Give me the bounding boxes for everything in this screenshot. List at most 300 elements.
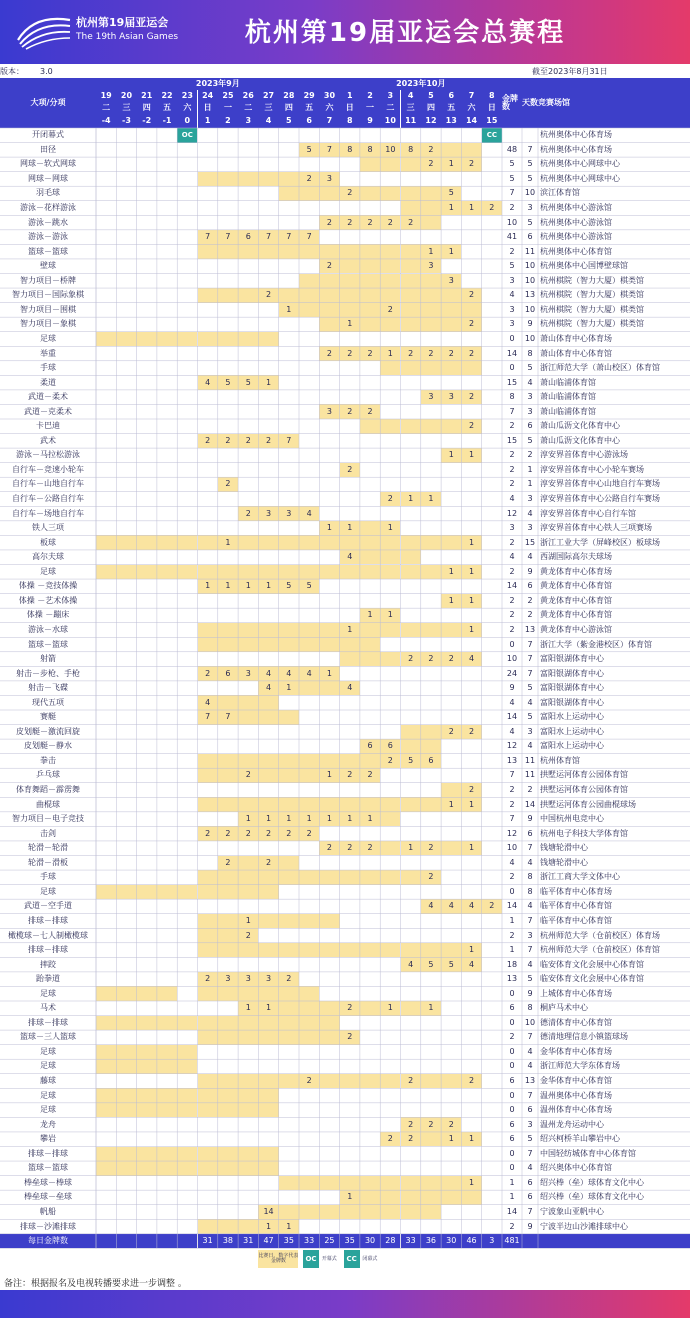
daily-total: 36 bbox=[421, 1234, 441, 1249]
schedule-cell bbox=[96, 143, 116, 158]
schedule-cell bbox=[198, 274, 218, 289]
schedule-cell bbox=[360, 361, 380, 376]
schedule-cell bbox=[340, 1103, 360, 1118]
schedule-cell bbox=[238, 521, 258, 536]
schedule-cell bbox=[340, 579, 360, 594]
schedule-cell: 4 bbox=[441, 899, 461, 914]
schedule-cell bbox=[401, 259, 421, 274]
schedule-cell bbox=[441, 1045, 461, 1060]
event-label: 轮滑－滑板 bbox=[28, 857, 68, 867]
date-cell: 24 bbox=[198, 90, 218, 102]
schedule-cell bbox=[157, 1016, 177, 1031]
schedule-cell bbox=[177, 1117, 197, 1132]
schedule-cell: 6 bbox=[218, 666, 238, 681]
schedule-cell bbox=[421, 303, 441, 318]
medal-count: 14 bbox=[506, 1206, 518, 1216]
schedule-cell bbox=[218, 1103, 238, 1118]
schedule-cell bbox=[116, 550, 136, 565]
event-label: 体操 －蹦床 bbox=[26, 610, 70, 620]
medal-count: 12 bbox=[506, 508, 518, 518]
daily-total: 25 bbox=[319, 1234, 339, 1249]
event-label: 排球－沙滩排球 bbox=[20, 1221, 76, 1231]
schedule-cell: 1 bbox=[279, 812, 299, 827]
weekday-cell: 三 bbox=[258, 102, 278, 114]
schedule-cell bbox=[401, 434, 421, 449]
schedule-cell bbox=[258, 594, 278, 609]
schedule-cell bbox=[461, 1088, 481, 1103]
schedule-cell bbox=[177, 826, 197, 841]
schedule-cell bbox=[96, 317, 116, 332]
schedule-cell bbox=[360, 274, 380, 289]
medal-count: 0 bbox=[509, 1090, 515, 1100]
schedule-cell: 5 bbox=[218, 375, 238, 390]
medal-count: 0 bbox=[509, 333, 515, 343]
schedule-cell: 2 bbox=[421, 157, 441, 172]
medal-count: 13 bbox=[506, 755, 518, 765]
medal-count: 4 bbox=[509, 552, 515, 562]
schedule-cell bbox=[482, 1103, 502, 1118]
schedule-cell bbox=[218, 463, 238, 478]
schedule-cell bbox=[482, 303, 502, 318]
day-count: 8 bbox=[527, 348, 533, 358]
schedule-cell bbox=[360, 666, 380, 681]
schedule-cell bbox=[340, 1059, 360, 1074]
schedule-cell bbox=[441, 1088, 461, 1103]
schedule-cell bbox=[360, 186, 380, 201]
schedule-cell bbox=[96, 739, 116, 754]
schedule-cell bbox=[198, 521, 218, 536]
schedule-cell bbox=[116, 521, 136, 536]
schedule-cell bbox=[137, 274, 157, 289]
schedule-cell bbox=[218, 768, 238, 783]
schedule-cell: 1 bbox=[319, 768, 339, 783]
schedule-cell bbox=[279, 346, 299, 361]
schedule-cell bbox=[441, 768, 461, 783]
schedule-cell: 3 bbox=[319, 404, 339, 419]
schedule-cell bbox=[401, 404, 421, 419]
medal-count: 2 bbox=[509, 1032, 515, 1042]
event-label: 体操 －竞技体操 bbox=[18, 581, 78, 591]
schedule-cell bbox=[96, 608, 116, 623]
venue-name: 绍兴棒（垒）球体育文化中心 bbox=[540, 1177, 644, 1187]
schedule-cell bbox=[116, 506, 136, 521]
schedule-cell bbox=[299, 943, 319, 958]
schedule-cell bbox=[137, 623, 157, 638]
schedule-cell: 6 bbox=[380, 739, 400, 754]
schedule-cell bbox=[279, 172, 299, 187]
schedule-cell bbox=[116, 914, 136, 929]
schedule-cell bbox=[441, 972, 461, 987]
schedule-cell bbox=[340, 797, 360, 812]
schedule-cell: 1 bbox=[279, 303, 299, 318]
schedule-cell bbox=[177, 928, 197, 943]
schedule-cell bbox=[319, 1147, 339, 1162]
schedule-cell bbox=[279, 1088, 299, 1103]
schedule-cell bbox=[360, 506, 380, 521]
schedule-cell bbox=[157, 666, 177, 681]
schedule-cell bbox=[482, 390, 502, 405]
day-count: 3 bbox=[527, 930, 533, 940]
schedule-cell bbox=[218, 1117, 238, 1132]
page-title: 杭州第19届亚运会总赛程 bbox=[244, 18, 566, 48]
schedule-cell bbox=[482, 1045, 502, 1060]
schedule-cell bbox=[360, 943, 380, 958]
schedule-cell bbox=[258, 652, 278, 667]
medal-count: 3 bbox=[509, 275, 515, 285]
schedule-cell: 2 bbox=[218, 856, 238, 871]
schedule-cell bbox=[198, 812, 218, 827]
schedule-cell bbox=[96, 1147, 116, 1162]
schedule-cell: 2 bbox=[319, 259, 339, 274]
schedule-cell bbox=[299, 1205, 319, 1220]
schedule-cell bbox=[299, 274, 319, 289]
schedule-cell bbox=[258, 1088, 278, 1103]
schedule-cell bbox=[360, 434, 380, 449]
schedule-cell bbox=[238, 652, 258, 667]
schedule-cell: 1 bbox=[461, 1176, 481, 1191]
schedule-cell bbox=[340, 1219, 360, 1234]
weekday-cell: 日 bbox=[482, 102, 502, 114]
schedule-cell bbox=[482, 928, 502, 943]
schedule-cell bbox=[299, 434, 319, 449]
schedule-cell bbox=[198, 317, 218, 332]
day-count: 10 bbox=[524, 1017, 536, 1027]
event-label: 足球 bbox=[40, 1061, 56, 1071]
schedule-cell bbox=[401, 681, 421, 696]
schedule-cell bbox=[441, 710, 461, 725]
event-label: 游泳－跳水 bbox=[28, 217, 68, 227]
day-count: 5 bbox=[527, 712, 533, 722]
schedule-cell: 2 bbox=[380, 754, 400, 769]
schedule-cell bbox=[177, 463, 197, 478]
schedule-cell bbox=[380, 274, 400, 289]
schedule-cell bbox=[299, 1001, 319, 1016]
schedule-cell bbox=[441, 986, 461, 1001]
schedule-cell bbox=[96, 885, 116, 900]
schedule-cell bbox=[421, 856, 441, 871]
schedule-cell bbox=[96, 1190, 116, 1205]
schedule-cell bbox=[137, 1001, 157, 1016]
schedule-cell bbox=[238, 215, 258, 230]
schedule-cell bbox=[360, 1219, 380, 1234]
schedule-cell: 5 bbox=[401, 754, 421, 769]
schedule-cell bbox=[238, 594, 258, 609]
schedule-cell bbox=[482, 419, 502, 434]
schedule-cell bbox=[441, 361, 461, 376]
event-label: 棒垒球－垒球 bbox=[24, 1192, 72, 1202]
blank-cell bbox=[538, 1234, 690, 1249]
schedule-cell bbox=[157, 332, 177, 347]
schedule-cell bbox=[421, 768, 441, 783]
medal-count: 1 bbox=[509, 915, 515, 925]
schedule-cell bbox=[319, 477, 339, 492]
schedule-cell bbox=[198, 332, 218, 347]
schedule-cell bbox=[198, 1161, 218, 1176]
schedule-cell bbox=[421, 681, 441, 696]
schedule-cell bbox=[96, 652, 116, 667]
venue-name: 西湖国际高尔夫球场 bbox=[540, 552, 612, 562]
schedule-cell bbox=[238, 143, 258, 158]
schedule-cell bbox=[177, 434, 197, 449]
schedule-cell bbox=[401, 550, 421, 565]
day-number-cell: -2 bbox=[137, 114, 157, 128]
schedule-cell bbox=[198, 594, 218, 609]
schedule-cell bbox=[319, 1045, 339, 1060]
event-label: 自行车－场地自行车 bbox=[12, 508, 84, 518]
schedule-cell bbox=[299, 637, 319, 652]
schedule-cell bbox=[116, 317, 136, 332]
venue-name: 萧山体育中心体育场 bbox=[540, 333, 612, 343]
schedule-cell bbox=[279, 797, 299, 812]
medal-count: 0 bbox=[509, 886, 515, 896]
venue-name: 绍兴棒（垒）球体育文化中心 bbox=[540, 1192, 644, 1202]
schedule-cell bbox=[137, 710, 157, 725]
schedule-cell: 8 bbox=[360, 143, 380, 158]
date-cell: 23 bbox=[177, 90, 197, 102]
schedule-cell bbox=[137, 928, 157, 943]
schedule-cell bbox=[461, 1103, 481, 1118]
schedule-cell bbox=[258, 535, 278, 550]
day-count: 7 bbox=[527, 668, 533, 678]
schedule-cell bbox=[401, 986, 421, 1001]
schedule-cell bbox=[380, 550, 400, 565]
schedule-cell bbox=[299, 390, 319, 405]
day-count: 14 bbox=[524, 799, 536, 809]
schedule-cell bbox=[157, 1088, 177, 1103]
date-cell: 26 bbox=[238, 90, 258, 102]
schedule-cell bbox=[157, 1001, 177, 1016]
schedule-cell bbox=[137, 390, 157, 405]
schedule-cell bbox=[319, 725, 339, 740]
weekday-cell: 日 bbox=[198, 102, 218, 114]
schedule-cell bbox=[157, 986, 177, 1001]
schedule-cell bbox=[340, 594, 360, 609]
schedule-cell bbox=[380, 623, 400, 638]
schedule-cell: 2 bbox=[299, 172, 319, 187]
schedule-cell bbox=[116, 375, 136, 390]
schedule-cell bbox=[96, 215, 116, 230]
schedule-cell bbox=[380, 1016, 400, 1031]
schedule-cell bbox=[137, 943, 157, 958]
event-label: 跆拳道 bbox=[36, 974, 60, 984]
date-cell: 30 bbox=[319, 90, 339, 102]
schedule-cell bbox=[299, 1045, 319, 1060]
schedule-cell bbox=[401, 856, 421, 871]
schedule-cell bbox=[380, 128, 400, 143]
day-count: 10 bbox=[524, 333, 536, 343]
schedule-cell bbox=[299, 463, 319, 478]
schedule-cell bbox=[279, 943, 299, 958]
schedule-cell bbox=[238, 1147, 258, 1162]
event-label: 射击－飞碟 bbox=[28, 683, 68, 693]
schedule-cell bbox=[461, 303, 481, 318]
schedule-cell bbox=[401, 1103, 421, 1118]
schedule-cell bbox=[218, 885, 238, 900]
medal-count: 0 bbox=[509, 1017, 515, 1027]
schedule-cell bbox=[177, 579, 197, 594]
schedule-cell bbox=[319, 1132, 339, 1147]
event-label: 武道－柔术 bbox=[28, 392, 68, 402]
schedule-cell bbox=[401, 623, 421, 638]
schedule-cell bbox=[116, 1016, 136, 1031]
event-label: 篮球－篮球 bbox=[28, 639, 68, 649]
venue-name: 临平体育中心体育场 bbox=[540, 886, 612, 896]
schedule-cell bbox=[96, 375, 116, 390]
schedule-cell bbox=[258, 608, 278, 623]
schedule-cell bbox=[177, 565, 197, 580]
schedule-cell bbox=[238, 390, 258, 405]
schedule-cell bbox=[421, 986, 441, 1001]
day-number-cell: 5 bbox=[279, 114, 299, 128]
schedule-cell bbox=[177, 681, 197, 696]
schedule-cell bbox=[137, 783, 157, 798]
schedule-cell bbox=[401, 201, 421, 216]
schedule-cell bbox=[380, 1147, 400, 1162]
event-label: 游泳－游泳 bbox=[28, 232, 68, 242]
schedule-cell bbox=[401, 157, 421, 172]
event-label: 体育舞蹈－霹雳舞 bbox=[16, 785, 80, 795]
schedule-cell bbox=[421, 928, 441, 943]
schedule-cell bbox=[258, 914, 278, 929]
venue-name: 杭州奥体中心国博壁球馆 bbox=[540, 261, 628, 271]
schedule-cell bbox=[380, 1219, 400, 1234]
schedule-cell bbox=[279, 783, 299, 798]
schedule-cell bbox=[96, 1205, 116, 1220]
schedule-cell bbox=[198, 739, 218, 754]
schedule-cell bbox=[319, 856, 339, 871]
schedule-cell bbox=[198, 928, 218, 943]
schedule-cell bbox=[461, 695, 481, 710]
event-label: 排球－排球 bbox=[28, 915, 68, 925]
venue-name: 临平体育中心体育馆 bbox=[540, 915, 612, 925]
schedule-cell bbox=[177, 710, 197, 725]
schedule-cell bbox=[177, 521, 197, 536]
schedule-cell bbox=[279, 535, 299, 550]
schedule-cell bbox=[461, 768, 481, 783]
schedule-cell bbox=[401, 1059, 421, 1074]
schedule-cell bbox=[238, 608, 258, 623]
schedule-cell bbox=[116, 565, 136, 580]
venue-name: 黄龙体育中心体育馆 bbox=[540, 610, 612, 620]
schedule-cell bbox=[258, 565, 278, 580]
schedule-cell bbox=[299, 332, 319, 347]
schedule-cell bbox=[96, 186, 116, 201]
schedule-cell bbox=[482, 623, 502, 638]
day-number-cell: 10 bbox=[380, 114, 400, 128]
venue-name: 浙江大学（紫金港校区）体育馆 bbox=[540, 639, 652, 649]
venue-name: 杭州棋院（智力大厦）棋类馆 bbox=[540, 290, 644, 300]
schedule-cell bbox=[218, 928, 238, 943]
month-oct-header: 2023年10月 bbox=[340, 78, 502, 90]
schedule-cell: 1 bbox=[380, 1001, 400, 1016]
schedule-cell: 1 bbox=[461, 448, 481, 463]
schedule-cell bbox=[482, 637, 502, 652]
schedule-cell bbox=[401, 274, 421, 289]
schedule-cell bbox=[401, 186, 421, 201]
schedule-cell bbox=[177, 172, 197, 187]
schedule-cell bbox=[421, 332, 441, 347]
schedule-cell bbox=[279, 841, 299, 856]
schedule-cell bbox=[116, 579, 136, 594]
schedule-cell bbox=[116, 637, 136, 652]
schedule-cell bbox=[238, 1190, 258, 1205]
legend-oc-swatch: OC bbox=[303, 1250, 319, 1268]
schedule-cell bbox=[299, 594, 319, 609]
medal-count: 2 bbox=[509, 421, 515, 431]
schedule-cell: 2 bbox=[198, 972, 218, 987]
venue-name: 黄龙体育中心体育馆 bbox=[540, 595, 612, 605]
schedule-cell bbox=[421, 1190, 441, 1205]
schedule-cell: 3 bbox=[258, 506, 278, 521]
schedule-cell bbox=[96, 244, 116, 259]
schedule-cell bbox=[238, 695, 258, 710]
schedule-cell bbox=[441, 128, 461, 143]
schedule-cell bbox=[96, 1030, 116, 1045]
schedule-cell bbox=[319, 390, 339, 405]
schedule-cell: 1 bbox=[461, 623, 481, 638]
schedule-cell bbox=[137, 419, 157, 434]
daily-total: 33 bbox=[299, 1234, 319, 1249]
day-count: 4 bbox=[527, 857, 533, 867]
schedule-cell bbox=[96, 1001, 116, 1016]
schedule-cell: 4 bbox=[258, 666, 278, 681]
medal-count: 2 bbox=[509, 1221, 515, 1231]
event-label: 智力项目－国际象棋 bbox=[12, 290, 84, 300]
schedule-cell bbox=[482, 681, 502, 696]
event-label: 皮划艇－激流回旋 bbox=[16, 726, 80, 736]
weekday-cell: 五 bbox=[441, 102, 461, 114]
schedule-cell bbox=[482, 986, 502, 1001]
schedule-cell: 1 bbox=[299, 812, 319, 827]
schedule-cell bbox=[319, 361, 339, 376]
schedule-cell bbox=[258, 1059, 278, 1074]
venue-name: 浙江工商大学文体中心 bbox=[540, 872, 620, 882]
weekday-cell: 一 bbox=[360, 102, 380, 114]
schedule-cell bbox=[401, 739, 421, 754]
schedule-cell bbox=[137, 594, 157, 609]
schedule-cell bbox=[218, 608, 238, 623]
schedule-cell bbox=[137, 957, 157, 972]
event-label: 足球 bbox=[40, 1046, 56, 1056]
schedule-cell bbox=[401, 521, 421, 536]
schedule-cell bbox=[482, 1161, 502, 1176]
schedule-cell bbox=[319, 1016, 339, 1031]
schedule-cell bbox=[319, 957, 339, 972]
day-count: 15 bbox=[524, 537, 536, 547]
footer-note: 备注：根据报名及电视转播要求进一步调整 。 bbox=[4, 1279, 187, 1289]
schedule-cell: 2 bbox=[380, 1132, 400, 1147]
schedule-cell bbox=[177, 361, 197, 376]
schedule-cell bbox=[238, 463, 258, 478]
venue-name: 杭州奥体中心体育馆 bbox=[540, 246, 612, 256]
schedule-cell bbox=[461, 186, 481, 201]
schedule-cell bbox=[340, 652, 360, 667]
schedule-cell bbox=[258, 259, 278, 274]
schedule-cell bbox=[380, 594, 400, 609]
medal-count: 4 bbox=[509, 857, 515, 867]
schedule-cell bbox=[116, 1219, 136, 1234]
schedule-cell bbox=[157, 1059, 177, 1074]
schedule-cell bbox=[177, 623, 197, 638]
schedule-cell: 2 bbox=[401, 215, 421, 230]
schedule-cell bbox=[116, 128, 136, 143]
day-count: 3 bbox=[527, 726, 533, 736]
event-label: 游泳－花样游泳 bbox=[20, 203, 76, 213]
schedule-cell bbox=[177, 1045, 197, 1060]
day-count: 6 bbox=[527, 421, 533, 431]
schedule-cell bbox=[177, 346, 197, 361]
schedule-cell bbox=[96, 1016, 116, 1031]
